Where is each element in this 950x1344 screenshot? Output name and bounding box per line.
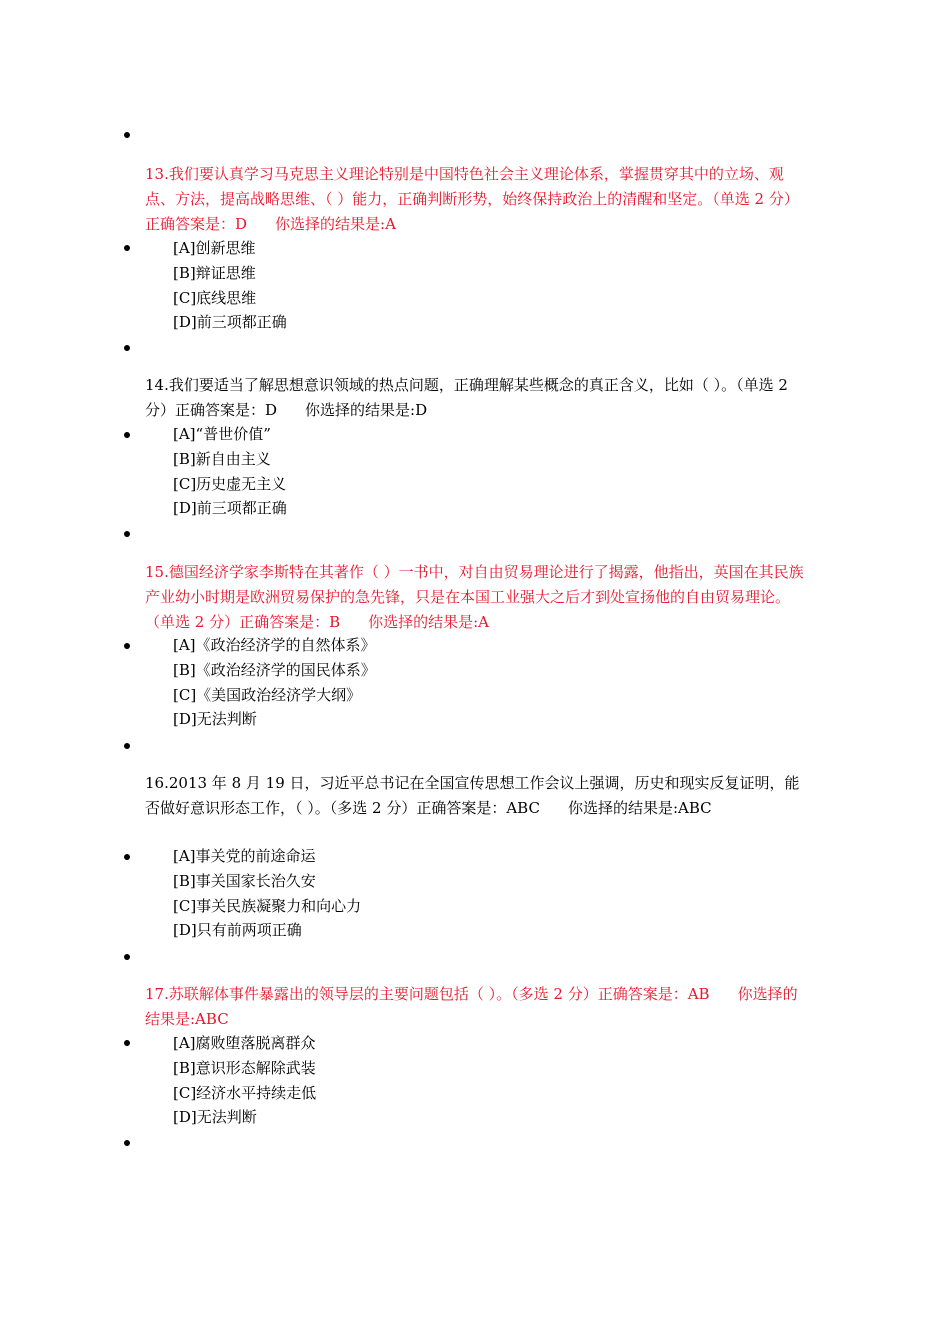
options-list-13: [173, 236, 287, 335]
chosen-answer: 你选择的结果是:ABC: [567, 798, 712, 817]
option-c[interactable]: [C]经济水平持续走低: [173, 1083, 317, 1102]
list-bullet: [124, 245, 130, 251]
option-b[interactable]: [B]意识形态解除武装: [173, 1058, 316, 1077]
list-bullet: [124, 1040, 130, 1046]
list-bullet: [124, 345, 130, 351]
options-list-14: [173, 422, 287, 521]
question-17: [145, 982, 810, 1032]
question-text: 16.2013 年 8 月 19 日，习近平总书记在全国宣传思想工作会议上强调，历史和现实反复证明，能否做好意识形态工作，（ ）。（多选 2 分）正确答案是：ABC: [145, 774, 800, 817]
option-d[interactable]: [D]无法判断: [173, 710, 257, 729]
option-b[interactable]: [B]《政治经济学的国民体系》: [173, 660, 376, 679]
option-a[interactable]: [A]创新思维: [173, 239, 256, 257]
option-a[interactable]: [A]《政治经济学的自然体系》: [173, 636, 376, 654]
question-text: 13.我们要认真学习马克思主义理论特别是中国特色社会主义理论体系，掌握贯穿其中的立场、观点、方法，提高战略思维、（ ）能力，正确判断形势，始终保持政治上的清醒和坚定。（单选 2 分）正确答案是：D: [145, 165, 799, 233]
list-bullet: [124, 1140, 130, 1146]
options-list-15: [173, 633, 376, 732]
list-bullet: [124, 854, 130, 860]
chosen-answer: 你选择的结果是:A: [275, 214, 396, 233]
list-bullet: [124, 531, 130, 537]
list-bullet: [124, 743, 130, 749]
options-list-17: [173, 1031, 316, 1130]
option-a[interactable]: [A]腐败堕落脱离群众: [173, 1034, 316, 1052]
list-bullet: [124, 954, 130, 960]
option-c[interactable]: [C]《美国政治经济学大纲》: [173, 685, 362, 704]
option-d[interactable]: [D]无法判断: [173, 1108, 257, 1127]
question-15: [145, 560, 810, 634]
option-c[interactable]: [C]底线思维: [173, 288, 257, 307]
option-a[interactable]: [A]事关党的前途命运: [173, 847, 316, 865]
option-a[interactable]: [A]“普世价值”: [173, 425, 271, 443]
option-b[interactable]: [B]事关国家长治久安: [173, 871, 316, 890]
option-d[interactable]: [D]只有前两项正确: [173, 921, 302, 940]
list-bullet: [124, 132, 130, 138]
option-c[interactable]: [C]历史虚无主义: [173, 474, 287, 493]
question-text: 14.我们要适当了解思想意识领域的热点问题，正确理解某些概念的真正含义，比如（ ）。（单选 2 分）正确答案是：D: [145, 376, 788, 419]
option-d[interactable]: [D]前三项都正确: [173, 313, 287, 332]
option-d[interactable]: [D]前三项都正确: [173, 499, 287, 518]
chosen-answer: 你选择的结果是:A: [368, 612, 489, 631]
question-16: [145, 771, 810, 821]
question-13: [145, 162, 810, 236]
list-bullet: [124, 643, 130, 649]
chosen-answer: 你选择的结果是:D: [305, 400, 428, 419]
option-b[interactable]: [B]辩证思维: [173, 263, 256, 282]
options-list-16: [173, 844, 361, 943]
option-c[interactable]: [C]事关民族凝聚力和向心力: [173, 896, 362, 915]
question-text: 15.德国经济学家李斯特在其著作（ ）一书中，对自由贸易理论进行了揭露，他指出，英国在其民族产业幼小时期是欧洲贸易保护的急先锋，只是在本国工业强大之后才到处宣扬他的自由贸易理论。（单选 2 分）正确答案是：B: [145, 563, 804, 631]
question-14: [145, 373, 810, 423]
chosen-answer: 你选择的结果是:ABC: [145, 985, 798, 1028]
option-b[interactable]: [B]新自由主义: [173, 449, 271, 468]
question-text: 17.苏联解体事件暴露出的领导层的主要问题包括（ ）。（多选 2 分）正确答案是：AB: [145, 985, 710, 1003]
list-bullet: [124, 432, 130, 438]
